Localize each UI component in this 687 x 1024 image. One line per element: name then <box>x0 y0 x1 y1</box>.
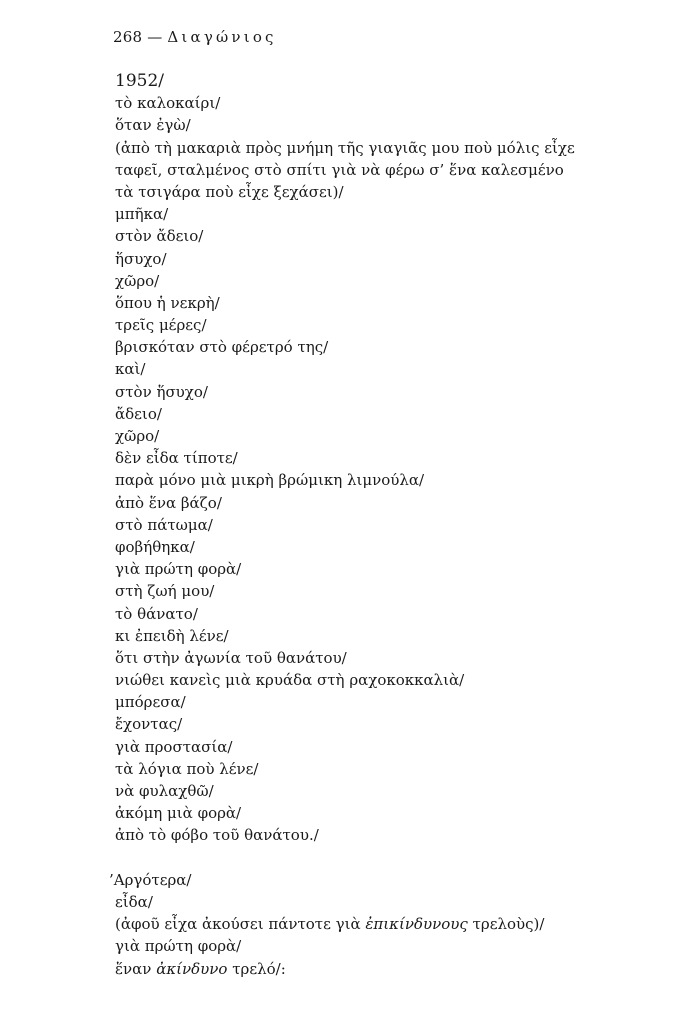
poem-line: ἔχοντας/ <box>115 715 183 734</box>
poem-line: ἀκόμη μιὰ φορὰ/ <box>115 804 242 823</box>
header-dash: — <box>147 28 163 46</box>
stanza-1 <box>115 70 660 847</box>
poem-line: γιὰ προστασία/ <box>115 737 233 756</box>
italic-word: ἀκίνδυνο <box>156 959 228 978</box>
poem-line: βρισκόταν στὸ φέρετρό της/ <box>115 338 329 357</box>
poem-line: γιὰ πρώτη φορὰ/ <box>115 560 242 579</box>
stanza-break <box>115 847 660 869</box>
poem-line: ταφεῖ, σταλμένος στὸ σπίτι γιὰ νὰ φέρω σ’ ἕνα καλεσμένο <box>115 160 564 179</box>
poem-line: τὰ λόγια ποὺ λένε/ <box>115 759 259 778</box>
book-title: Διαγώνιος <box>167 28 277 46</box>
poem-line: ἄδειο/ <box>115 404 162 423</box>
stanza-2 <box>109 869 660 980</box>
poem-line: κι ἐπειδὴ λένε/ <box>115 626 229 645</box>
poem-line: ἥσυχο/ <box>115 249 167 268</box>
poem-line: γιὰ πρώτη φορὰ/ <box>115 937 242 956</box>
poem-line: εἶδα/ <box>115 892 153 911</box>
line-text: τρελοὺς)/ <box>467 915 545 934</box>
poem-line <box>115 913 660 935</box>
poem-line: μπῆκα/ <box>115 205 169 224</box>
poem-line: ἀπὸ ἕνα βάζο/ <box>115 493 222 512</box>
poem-line: στὸ πάτωμα/ <box>115 515 213 534</box>
poem-line: τὸ καλοκαίρι/ <box>115 94 221 113</box>
poem-line: χῶρο/ <box>115 427 160 445</box>
line-text: τρελό/: <box>227 959 286 978</box>
running-header <box>113 28 277 46</box>
poem-line: μπόρεσα/ <box>115 693 186 712</box>
line-text: (ἀφοῦ εἶχα ἀκούσει πάντοτε γιὰ <box>115 915 366 934</box>
poem-line: τὰ τσιγάρα ποὺ εἶχε ξεχάσει)/ <box>115 182 344 201</box>
poem-line: στὸν ἄδειο/ <box>115 227 204 246</box>
poem-line: φοβήθηκα/ <box>115 537 195 556</box>
poem-line: στὸν ἥσυχο/ <box>115 382 208 401</box>
poem-line: χῶρο/ <box>115 271 160 290</box>
poem-line: παρὰ μόνο μιὰ μικρὴ βρώμικη λιμνούλα/ <box>115 471 425 490</box>
line-text: ἕναν <box>115 959 157 978</box>
poem-line <box>115 958 660 980</box>
poem-line: νὰ φυλαχθῶ/ <box>115 782 214 800</box>
italic-word: ἐπικίνδυνους <box>365 915 468 934</box>
poem-line: (ἀπὸ τὴ μακαριὰ πρὸς μνήμη τῆς γιαγιᾶς μου ποὺ μόλις εἶχε <box>115 138 575 157</box>
poem-line: ’Αργότερα/ <box>109 870 192 889</box>
poem-line: στὴ ζωή μου/ <box>115 582 215 601</box>
poem-line: καὶ/ <box>115 360 146 379</box>
page-number: 268 <box>113 28 143 46</box>
poem-line: τὸ θάνατο/ <box>115 604 198 623</box>
poem-line: δὲν εἶδα τίποτε/ <box>115 449 238 468</box>
poem-line: ὅπου ἡ νεκρὴ/ <box>115 293 220 312</box>
poem-body <box>109 70 660 980</box>
poem-line: ἀπὸ τὸ φόβο τοῦ θανάτου./ <box>115 826 319 845</box>
poem-line: τρεῖς μέρες/ <box>115 316 207 335</box>
poem-line: ὅτι στὴν ἀγωνία τοῦ θανάτου/ <box>115 648 347 667</box>
poem-line: 1952/ <box>115 71 164 91</box>
poem-line: νιώθει κανεὶς μιὰ κρυάδα στὴ ραχοκοκκαλιὰ/ <box>115 671 465 690</box>
poem-line: ὅταν ἐγὼ/ <box>115 116 191 135</box>
